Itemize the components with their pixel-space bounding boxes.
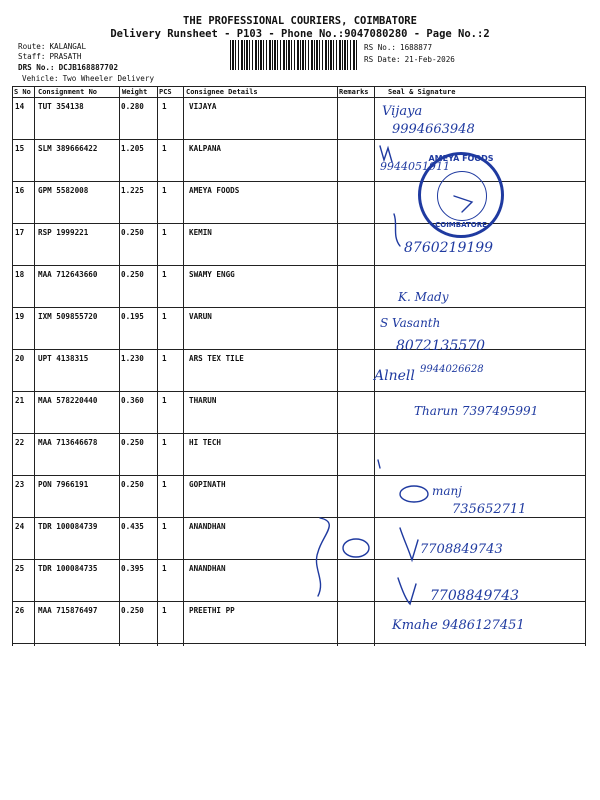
cell-weight: 0.250 — [121, 270, 144, 279]
cell-weight: 0.250 — [121, 480, 144, 489]
cell-consignee: KALPANA — [189, 144, 222, 153]
header-divider — [12, 97, 586, 98]
signature: K. Mady — [398, 290, 449, 304]
cell-pcs: 1 — [162, 102, 167, 111]
handwritten-phone: 735652711 — [452, 502, 527, 517]
row-divider — [12, 559, 586, 560]
cell-sno: 15 — [15, 144, 25, 153]
route-value: KALANGAL — [49, 42, 87, 51]
cell-pcs: 1 — [162, 396, 167, 405]
cell-weight: 0.250 — [121, 606, 144, 615]
cell-weight: 0.360 — [121, 396, 144, 405]
cell-consignment-no: MAA 713646678 — [38, 438, 98, 447]
cell-sno: 25 — [15, 564, 25, 573]
signature: S Vasanth — [380, 316, 441, 330]
row-divider — [12, 475, 586, 476]
company-seal: AMEYA FOODS COIMBATORE — [418, 152, 504, 238]
cell-sno: 14 — [15, 102, 25, 111]
col-divider — [183, 86, 184, 646]
signature: Tharun 7397495991 — [414, 404, 539, 418]
col-divider — [12, 86, 13, 646]
cell-sno: 16 — [15, 186, 25, 195]
table-border-top — [12, 86, 586, 87]
vehicle-line: Vehicle: Two Wheeler Delivery — [22, 74, 155, 83]
row-divider — [12, 139, 586, 140]
cell-consignee: SWAMY ENGG — [189, 270, 235, 279]
cell-consignment-no: TDR 100084735 — [38, 564, 98, 573]
row-divider — [12, 349, 586, 350]
handwritten-phone: 8072135570 — [396, 338, 486, 354]
header-remarks: Remarks — [339, 88, 369, 96]
cell-sno: 18 — [15, 270, 25, 279]
header-sno: S No — [14, 88, 31, 96]
staff-value: PRASATH — [49, 52, 82, 61]
cell-sno: 19 — [15, 312, 25, 321]
cell-sno: 22 — [15, 438, 25, 447]
cell-weight: 1.230 — [121, 354, 144, 363]
cell-pcs: 1 — [162, 228, 167, 237]
cell-consignment-no: IXM 509855720 — [38, 312, 98, 321]
barcode — [230, 40, 358, 70]
cell-consignment-no: TDR 100084739 — [38, 522, 98, 531]
cell-consignment-no: MAA 712643660 — [38, 270, 98, 279]
header-consignment-no: Consignment No — [38, 88, 98, 96]
staff-line: Staff: PRASATH — [18, 52, 82, 61]
cell-sno: 20 — [15, 354, 25, 363]
header-consignee: Consignee Details — [186, 88, 258, 96]
handwritten-phone: 9944026628 — [420, 364, 484, 375]
cell-consignment-no: RSP 1999221 — [38, 228, 89, 237]
cell-consignee: ARS TEX TILE — [189, 354, 244, 363]
cell-weight: 1.225 — [121, 186, 144, 195]
col-divider — [157, 86, 158, 646]
cell-pcs: 1 — [162, 438, 167, 447]
rs-no-line: RS No.: 1688877 — [364, 43, 433, 52]
cell-pcs: 1 — [162, 270, 167, 279]
cell-sno: 21 — [15, 396, 25, 405]
handwritten-phone: 7708849743 — [420, 542, 503, 557]
cell-weight: 0.250 — [121, 228, 144, 237]
cell-pcs: 1 — [162, 186, 167, 195]
drs-line: DRS No.: DCJB168887702 — [18, 63, 119, 72]
cell-weight: 0.195 — [121, 312, 144, 321]
cell-weight: 0.435 — [121, 522, 144, 531]
cell-consignment-no: SLM 389666422 — [38, 144, 98, 153]
handwritten-phone: 9944051911 — [380, 160, 450, 173]
cell-weight: 0.395 — [121, 564, 144, 573]
col-divider — [337, 86, 338, 646]
cell-sno: 23 — [15, 480, 25, 489]
cell-consignment-no: TUT 354138 — [38, 102, 84, 111]
cell-weight: 1.205 — [121, 144, 144, 153]
row-divider — [12, 265, 586, 266]
rs-date-line: RS Date: 21-Feb-2026 — [364, 55, 455, 64]
cell-consignment-no: UPT 4138315 — [38, 354, 89, 363]
signature: Kmahe 9486127451 — [392, 618, 525, 633]
cell-consignee: THARUN — [189, 396, 217, 405]
cell-consignee: AMEYA FOODS — [189, 186, 240, 195]
runsheet-subtitle: Delivery Runsheet - P103 - Phone No.:9047080280 - Page No.:2 — [110, 28, 490, 40]
cell-consignee: HI TECH — [189, 438, 222, 447]
col-divider — [119, 86, 120, 646]
rs-date-value: 21-Feb-2026 — [404, 55, 455, 64]
cell-consignee: ANANDHAN — [189, 522, 226, 531]
cell-consignee: GOPINATH — [189, 480, 226, 489]
header-pcs: PCS — [159, 88, 172, 96]
cell-sno: 17 — [15, 228, 25, 237]
cell-weight: 0.250 — [121, 438, 144, 447]
cell-consignment-no: MAA 715876497 — [38, 606, 98, 615]
cell-consignment-no: MAA 578220440 — [38, 396, 98, 405]
row-divider — [12, 643, 586, 644]
handwritten-phone: 9994663948 — [392, 122, 475, 137]
cell-pcs: 1 — [162, 564, 167, 573]
cell-pcs: 1 — [162, 144, 167, 153]
cell-pcs: 1 — [162, 354, 167, 363]
handwritten-phone: 7708849743 — [430, 588, 520, 604]
cell-pcs: 1 — [162, 606, 167, 615]
cell-consignee: VIJAYA — [189, 102, 217, 111]
cell-consignee: ANANDHAN — [189, 564, 226, 573]
seal-inner-ring — [437, 171, 487, 221]
cell-consignee: VARUN — [189, 312, 212, 321]
cell-pcs: 1 — [162, 522, 167, 531]
row-divider — [12, 433, 586, 434]
row-divider — [12, 517, 586, 518]
col-divider — [374, 86, 375, 646]
col-divider — [34, 86, 35, 646]
cell-consignment-no: PON 7966191 — [38, 480, 89, 489]
row-divider — [12, 307, 586, 308]
col-divider — [585, 86, 586, 646]
runsheet-table — [12, 86, 586, 646]
handwritten-phone: 8760219199 — [404, 240, 494, 256]
header-weight: Weight — [122, 88, 148, 96]
company-title: THE PROFESSIONAL COURIERS, COIMBATORE — [183, 15, 417, 27]
header-seal-signature: Seal & Signature — [388, 88, 456, 96]
vehicle-value: Two Wheeler Delivery — [62, 74, 155, 83]
cell-pcs: 1 — [162, 312, 167, 321]
cell-sno: 24 — [15, 522, 25, 531]
row-divider — [12, 391, 586, 392]
signature: Vijaya — [382, 104, 423, 119]
cell-consignment-no: GPM 5582008 — [38, 186, 89, 195]
rs-no-value: 1688877 — [400, 43, 433, 52]
signature: Alnell — [374, 368, 415, 384]
route-line: Route: KALANGAL — [18, 42, 87, 51]
cell-pcs: 1 — [162, 480, 167, 489]
cell-consignee: KEMIN — [189, 228, 212, 237]
signature: manj — [432, 484, 462, 498]
cell-consignee: PREETHI PP — [189, 606, 235, 615]
cell-sno: 26 — [15, 606, 25, 615]
drs-value: DCJB168887702 — [58, 63, 119, 72]
cell-weight: 0.280 — [121, 102, 144, 111]
